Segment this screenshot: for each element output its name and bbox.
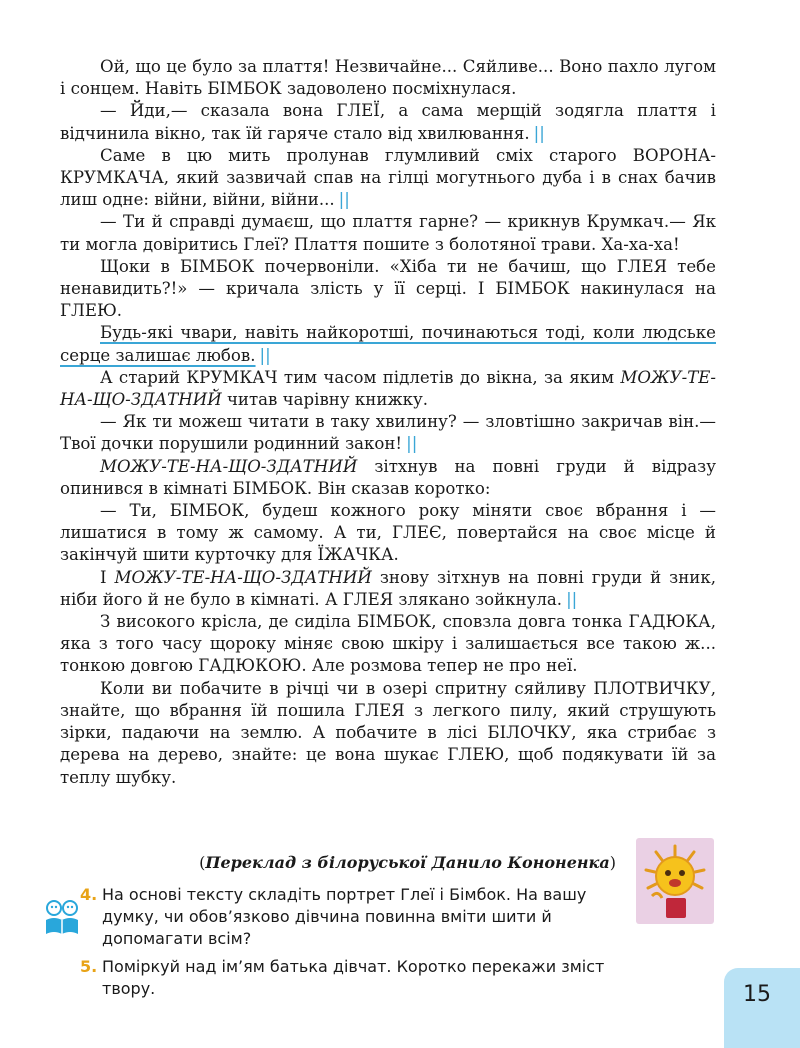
paragraph-1: Ой, що це було за плаття! Незвичайне... Сяйливе... Воно пахло лугом і сонцем. Навіть БІМБОК задоволено посміхнулася.	[60, 57, 716, 99]
paragraph-9	[60, 456, 716, 500]
task-item	[80, 956, 640, 1000]
paragraph-7b: читав чарівну книжку.	[221, 390, 429, 410]
task-number: 5.	[80, 957, 98, 976]
page-number-tab	[724, 968, 800, 1048]
paragraph-10: — Ти, БІМБОК, будеш кожного року міняти своє вбрання і — лишатися в тому ж самому. А ти, ГЛЕЄ, повертайся на своє місце й закінчуй шити курточку для ЇЖАЧКА.	[60, 501, 716, 565]
pause-mark: ||	[406, 434, 418, 454]
paragraph-3	[60, 145, 716, 212]
paragraph-9b: зітхнув на повні груди й відразу опинився в кімнаті БІМБОК. Він сказав коротко:	[60, 456, 716, 498]
pair-work-icon	[42, 898, 82, 938]
paragraph-12: З високого крісла, де сиділа БІМБОК, сповзла довга тонка ГАДЮКА, яка з того часу щороку міняє свою шкіру і залишається все такою ж... тонкою довгою ГАДЮКОЮ. Але розмова тепер не про неї.	[60, 612, 716, 676]
character-name: МОЖУ-ТЕ-НА-ЩО-ЗДАТНИЙ	[100, 456, 358, 476]
character-name: МОЖУ-ТЕ-НА-ЩО-ЗДАТНИЙ	[60, 367, 716, 410]
pause-mark: ||	[533, 123, 545, 143]
task-list	[80, 884, 640, 1000]
paragraph-11a: І	[100, 567, 115, 587]
character-name: МОЖУ-ТЕ-НА-ЩО-ЗДАТНИЙ	[114, 567, 372, 587]
sun-icon	[636, 838, 714, 924]
credit-close-paren: )	[609, 853, 616, 872]
paragraph-8	[60, 411, 716, 455]
paragraph-3-text: Саме в цю мить пролунав глумливий сміх старого ВОРОНА-КРУМКАЧА, який зазвичай спав на гілці могутнього дуба і в снах бачив лиш одне: війни, війни, війни...	[60, 145, 716, 210]
task-number: 4.	[80, 885, 98, 904]
task-item	[80, 884, 640, 950]
sun-illustration	[636, 838, 714, 924]
credit-text: Переклад з білоруської Данило Кононенка	[205, 853, 610, 872]
page-number: 15	[743, 982, 771, 1007]
paragraph-8-text: — Як ти можеш читати в таку хвилину? — зловтішно закричав він.— Твої дочки порушили родинний закон!	[60, 412, 716, 454]
task-text: Поміркуй над ім’ям батька дівчат. Коротко перекажи зміст твору.	[102, 957, 605, 998]
paragraph-4: — Ти й справді думаєш, що плаття гарне? — крикнув Крумкач.— Як ти могла довіритись Глеї? Плаття пошите з болотяної трави. Ха-ха-ха!	[60, 212, 716, 254]
paragraph-5: Щоки в БІМБОК почервоніли. «Хіба ти не бачиш, що ГЛЕЯ тебе ненавидить?!» — кричала злість у її серці. І БІМБОК накинулася на ГЛЕЮ.	[60, 256, 716, 321]
pause-mark: ||	[566, 589, 578, 609]
paragraph-6-moral	[60, 322, 716, 366]
story-text	[60, 56, 716, 789]
paragraph-11	[60, 567, 716, 611]
task-text: На основі тексту складіть портрет Глеї і Бімбок. На вашу думку, чи обов’язково дівчина повинна вміти шити й допомагати всім?	[102, 885, 587, 948]
moral-underlined: Будь-які чвари, навіть найкоротші, починаються тоді, коли людське серце залишає любов.	[60, 323, 716, 365]
paragraph-2	[60, 100, 716, 144]
paragraph-7	[60, 367, 716, 411]
paragraph-2-text: — Йди,— сказала вона ГЛЕЇ, а сама мерщій зодягла плаття і відчинила вікно, так їй гаряче стало від хвилювання.	[60, 101, 716, 143]
credit-open-paren: (	[199, 853, 206, 872]
paragraph-7a: А старий КРУМКАЧ тим часом підлетів до вікна, за яким	[100, 367, 621, 387]
pause-mark: ||	[338, 190, 350, 210]
pause-mark: ||	[259, 345, 271, 365]
paragraph-11b: знову зітхнув на повні груди й зник, ніби його й не було в кімнаті. А ГЛЕЯ злякано зойкнула.	[60, 567, 716, 609]
paragraph-13: Коли ви побачите в річці чи в озері спритну сяйливу ПЛОТВИЧКУ, знайте, що вбрання їй пошила ГЛЕЯ з легкого пилу, який струшують зірки, падаючи на землю. А побачите в лісі БІЛОЧКУ, яка стрибає з дерева на дерево, знайте: це вона шукає ГЛЕЮ, щоб подякувати їй за теплу шубку.	[60, 678, 716, 787]
translation-credit	[60, 853, 616, 872]
